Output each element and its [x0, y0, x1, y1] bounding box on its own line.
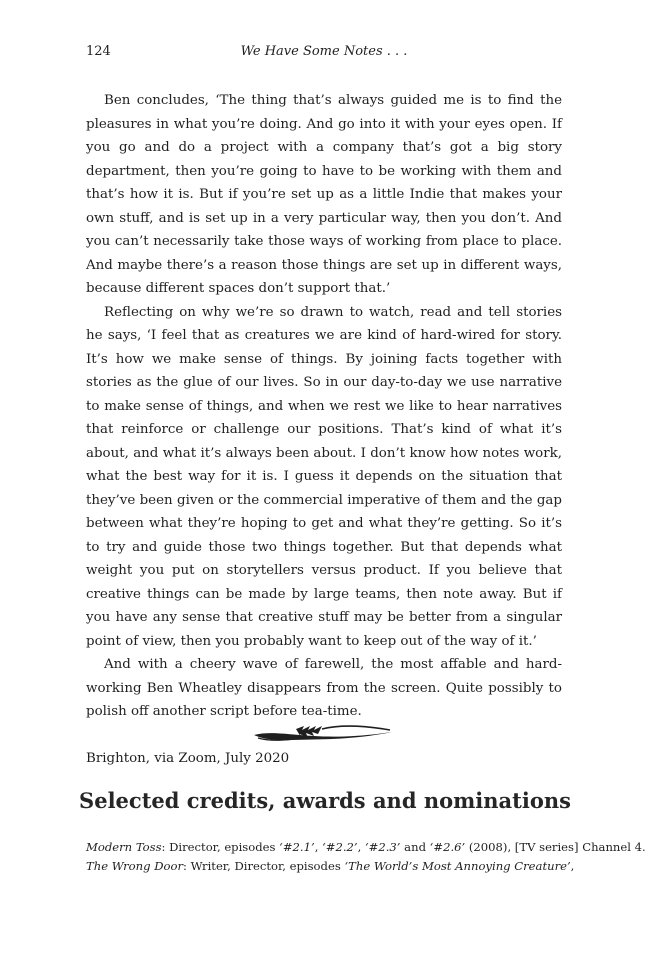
separator: , — [357, 840, 365, 854]
separator: , — [314, 840, 323, 854]
running-head: We Have Some Notes . . . — [240, 44, 408, 59]
credit-title: The Wrong Door — [86, 859, 184, 873]
credit-title: Modern Toss — [86, 840, 162, 854]
credit-episode: ‘#2.3’ — [364, 840, 401, 854]
credit-entry — [86, 838, 646, 857]
page-number: 124 — [86, 44, 111, 59]
paragraph: Reflecting on why we’re so drawn to watch, read and tell stories he says, ‘I feel that as creatures we are kind of hard-wired for story. It’s how we make sense of things. By joining facts together with stories as the glue of our lives. So in our day-to-day we use narrative to make sense of things, and when we rest we like to hear narratives that reinforce or challenge our positions. That’s kind of what it’s about, and what it’s always been about. I don’t know how notes work, what the best way for it is. I guess it depends on the situation that they’ve been given or the commercial imperative of them and the gap between what they’re hoping to get and what they’re getting. So it’s to try and guide those two things together. But that depends what weight you put on storytellers versus product. If you believe that creative things can be made by large teams, then note away. But if you have any sense that creative stuff may be better from a singular point of view, then you probably want to keep out of the way of it.’ — [86, 304, 562, 649]
credit-episode: ‘The World’s Most Annoying Creature’ — [344, 859, 571, 873]
credit-episode: ‘#2.1’ — [279, 840, 315, 854]
credit-details: (2008), [TV series] Channel 4. — [465, 840, 646, 854]
body-text — [86, 89, 562, 771]
credit-entry — [86, 857, 575, 876]
credit-role: : Director, episodes — [161, 840, 280, 854]
credit-episode: ‘#2.6’ — [429, 840, 466, 854]
paragraph: Ben concludes, ‘The thing that’s always guided me is to find the pleasures in what you’re doing. And go into it with your eyes open. If you go and do a project with a company that’s got a big story department, then you’re going to have to be working with them and that’s how it is. But if you’re set up as a little Indie that makes your own stuff, and is set up in a very particular way, then you don’t. And you can’t necessarily take those ways of working from place to place. And maybe there’s a reason those things are set up in different ways, because different spaces don’t support that.’ — [86, 93, 562, 296]
paragraph: And with a cheery wave of farewell, the most affable and hard-working Ben Wheatley disappears from the screen. Quite possibly to polish off another script before tea-time. — [86, 657, 562, 719]
credit-episode: ‘#2.2’ — [322, 840, 358, 854]
decorative-flourish-icon — [252, 720, 394, 748]
page-header — [86, 44, 562, 64]
separator: and — [400, 840, 430, 854]
credits-list — [86, 838, 646, 876]
credit-details: , — [570, 859, 575, 873]
dateline: Brighton, via Zoom, July 2020 — [86, 751, 290, 766]
credit-role: : Writer, Director, episodes — [183, 859, 345, 873]
credits-heading: Selected credits, awards and nominations — [79, 788, 571, 813]
